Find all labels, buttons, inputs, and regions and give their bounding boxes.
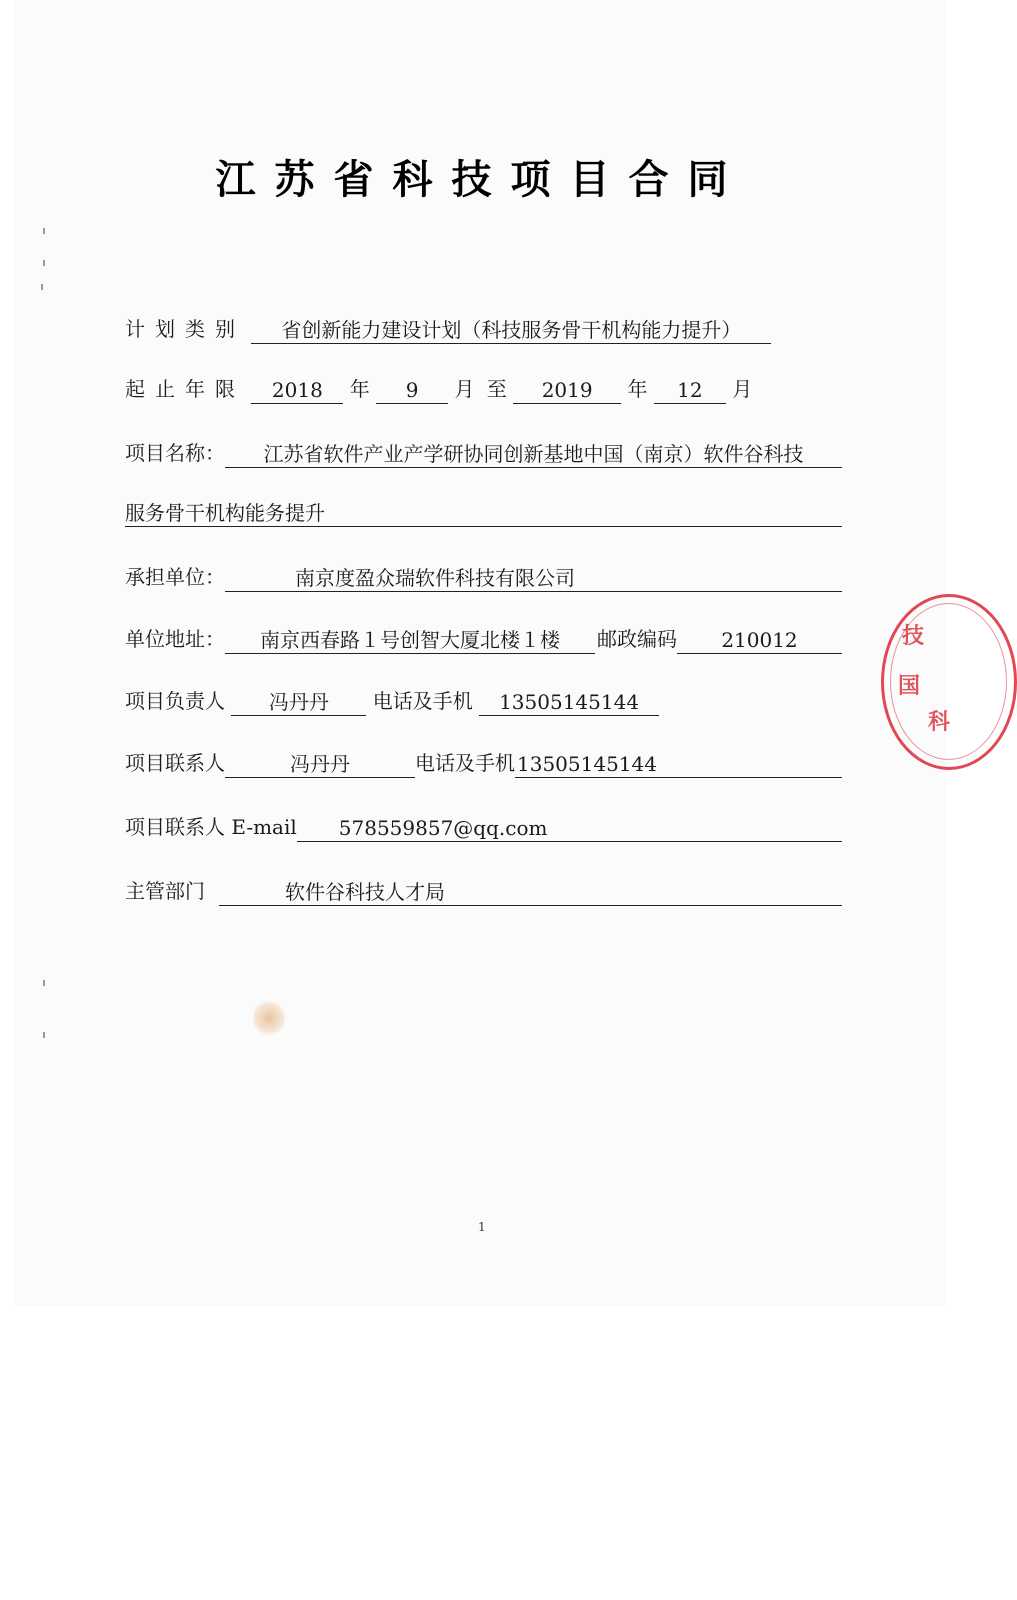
plan-type-value: 省创新能力建设计划（科技服务骨干机构能力提升） [251,317,771,344]
project-name-row [125,438,842,468]
stain-mark [253,1000,285,1036]
contact-name: 冯丹丹 [225,751,415,778]
project-name-label: 项目名称： [125,441,225,465]
undertaker-row [125,562,842,592]
contact-row [125,748,842,778]
project-name-line2: 服务骨干机构能务提升 [125,500,842,527]
email-row [125,812,842,842]
red-seal-stamp [881,594,1017,770]
leader-phone: 13505145144 [479,689,659,716]
email-label: 项目联系人 E-mail [125,815,297,839]
period-row [125,374,842,404]
undertaker-label: 承担单位： [125,565,225,589]
address-value: 南京西春路１号创智大厦北楼１楼 [225,627,595,654]
start-year: 2018 [251,377,343,404]
email-value: 578559857@qq.com [297,815,842,842]
month-char: 月 [454,377,475,401]
postcode-value: 210012 [677,627,842,654]
undertaker-value: 南京度盈众瑞软件科技有限公司 [225,565,842,592]
project-name-row-2 [125,500,842,527]
postcode-label: 邮政编码 [597,627,677,651]
plan-type-label: 计划类别 [125,317,245,341]
contact-phone: 13505145144 [515,751,842,778]
department-value: 软件谷科技人才局 [219,879,842,906]
end-year: 2019 [513,377,621,404]
address-label: 单位地址： [125,627,225,651]
contract-title: 江苏省科技项目合同 [215,157,747,203]
month-char-end: 月 [732,377,753,401]
end-month: 12 [654,377,726,404]
seal-glyph: 技 [902,623,925,649]
scan-artifact [43,1032,45,1038]
contact-label: 项目联系人 [125,751,225,775]
year-char: 年 [349,377,370,401]
year-char-end: 年 [627,377,648,401]
scan-artifact [43,980,45,986]
department-row [125,876,842,906]
scan-artifact [43,260,45,266]
plan-type-row [125,314,842,344]
period-label: 起止年限 [125,377,245,401]
leader-phone-label: 电话及手机 [372,689,473,713]
leader-label: 项目负责人 [125,689,225,713]
contact-phone-label: 电话及手机 [415,751,515,775]
start-month: 9 [376,377,448,404]
project-name-line1: 江苏省软件产业产学研协同创新基地中国（南京）软件谷科技 [225,441,842,468]
scan-artifact [41,284,43,290]
seal-glyph: 科 [928,709,951,735]
scanned-page [15,0,951,1306]
leader-row [125,686,842,716]
page-number: 1 [478,1220,486,1234]
address-row [125,624,842,654]
seal-glyph: 国 [898,673,921,699]
to-char: 至 [486,377,507,401]
department-label: 主管部门 [125,879,205,903]
scan-artifact [43,228,45,234]
leader-name: 冯丹丹 [231,689,366,716]
